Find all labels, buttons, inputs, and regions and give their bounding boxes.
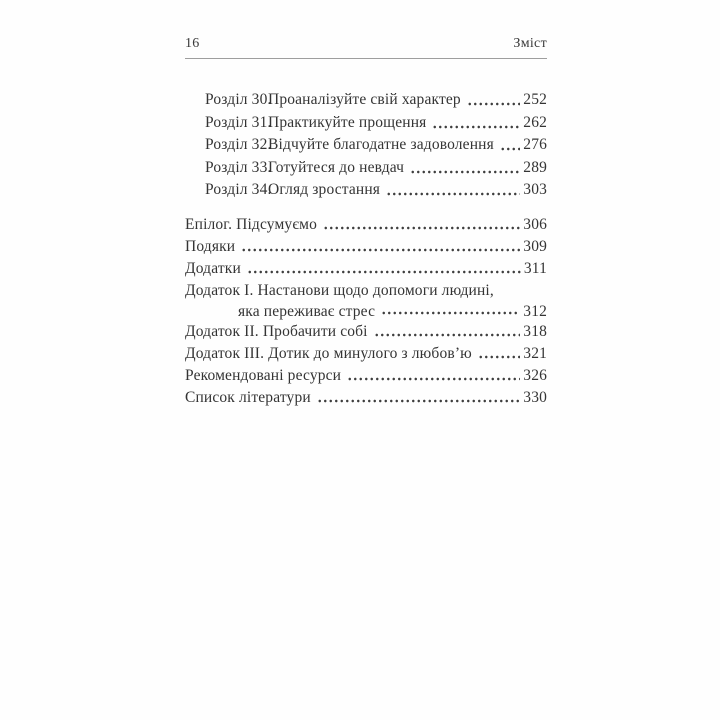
entry-page-number: 311 [523,259,547,277]
toc-entry-row [185,387,547,409]
entry-title: Додаток II. Пробачити собі [185,322,368,340]
toc-chapter-row [185,179,547,202]
toc-entry-row [185,321,547,343]
dot-leader [347,365,520,387]
dot-leader [467,89,520,112]
dot-leader [500,134,520,157]
entry-page-number: 306 [523,215,547,233]
chapter-title: Проаналізуйте свій характер [268,91,461,108]
entry-page-number: 330 [523,388,547,406]
toc-entry-row [185,365,547,387]
chapter-page-number: 276 [523,136,547,154]
toc-chapter-row [185,112,547,135]
entry-title: Подяки [185,237,236,255]
dot-leader [410,157,520,180]
chapter-label: Розділ 31. [205,113,272,131]
entry-title: Додаток I. Настанови щодо допомоги людині, [185,281,494,299]
dot-leader [323,214,520,236]
dot-leader [478,343,520,365]
toc-entry-row [185,236,547,258]
toc-content [185,36,547,409]
entry-page-number: 326 [523,366,547,384]
chapter-page-number: 303 [523,181,547,199]
toc-entry-row [185,280,547,302]
entry-page-number: 321 [523,344,547,362]
page-number-header: 16 [185,36,200,51]
chapter-page-number: 289 [523,158,547,176]
toc-entry-row [185,343,547,365]
entry-title-continuation: яка переживає стрес [238,302,376,320]
toc-chapter-row [185,157,547,180]
entry-page-number: 309 [523,237,547,255]
entry-title: Рекомендовані ресурси [185,366,342,384]
running-head [185,36,547,59]
dot-leader [386,179,520,202]
toc-entry-row [185,214,547,236]
dot-leader [374,321,521,343]
toc-chapter-row [185,134,547,157]
chapter-label: Розділ 34. [205,181,272,199]
chapter-title: Відчуйте благодатне задоволення [268,136,494,154]
dot-leader [432,112,520,135]
chapter-title: Практикуйте прощення [268,113,427,131]
toc-entry-row [185,258,547,280]
dot-leader [317,387,520,409]
dot-leader [247,258,521,280]
dot-leader [381,302,520,321]
entry-title: Додаток III. Дотик до минулого з любов’ю [185,344,472,362]
chapter-list [185,89,547,202]
chapter-page-number: 262 [523,113,547,131]
chapter-label: Розділ 32. [205,136,272,154]
dot-leader [241,236,520,258]
chapter-label: Розділ 30. [205,91,272,108]
toc-entry-continuation-row [185,302,547,321]
running-head-title: Зміст [513,36,547,51]
entry-title: Список літератури [185,388,311,406]
chapter-page-number: 252 [523,91,547,108]
back-matter-list [185,214,547,409]
toc-chapter-row [185,89,547,112]
entry-title: Додатки [185,259,241,277]
chapter-title: Готуйтеся до невдач [268,158,405,176]
chapter-label: Розділ 33. [205,158,272,176]
entry-page-number: 318 [523,322,547,340]
entry-page-number: 312 [523,302,547,320]
chapter-title: Огляд зростання [268,181,381,199]
entry-title: Епілог. Підсумуємо [185,215,317,233]
